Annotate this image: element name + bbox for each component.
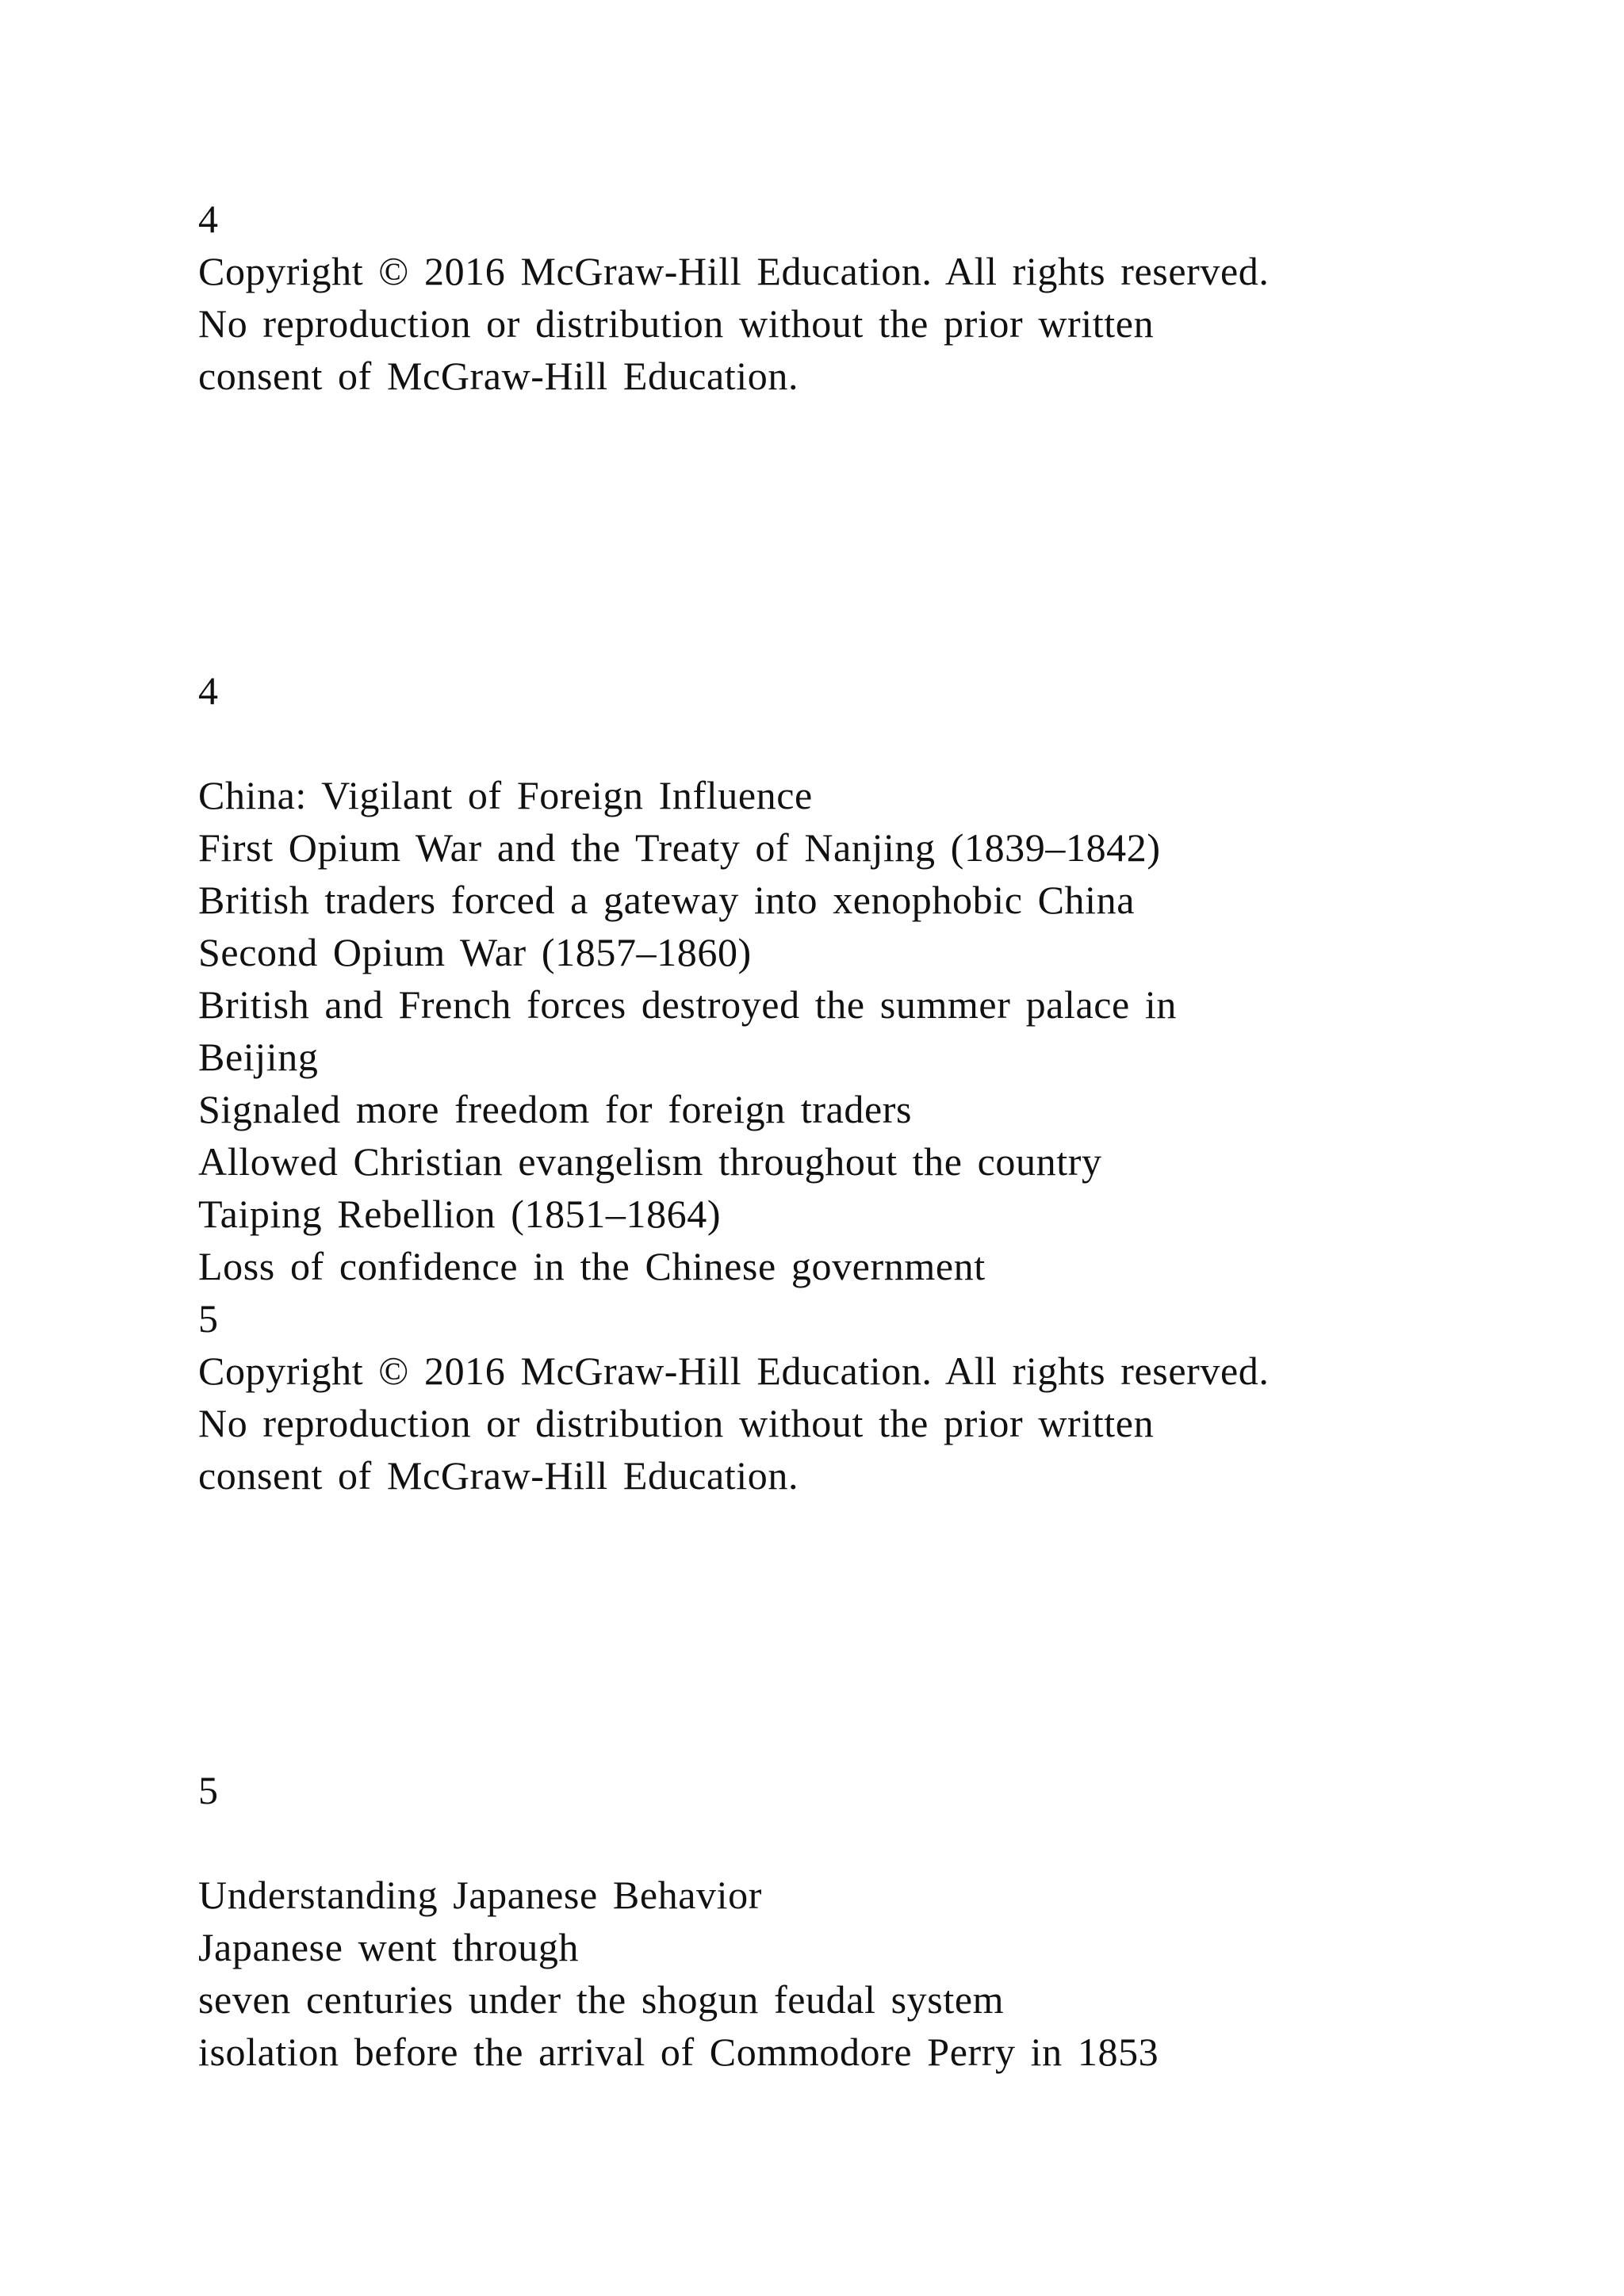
page-number: 4 (198, 197, 219, 241)
slide-title: China: Vigilant of Foreign Influence (198, 773, 813, 817)
copyright-line: consent of McGraw-Hill Education. (198, 1453, 799, 1498)
body-line: Loss of confidence in the Chinese government (198, 1244, 986, 1288)
body-line: British and French forces destroyed the summer palace in (198, 982, 1178, 1027)
copyright-line: Copyright © 2016 McGraw-Hill Education. All rights reserved. (198, 1349, 1270, 1393)
copyright-line: consent of McGraw-Hill Education. (198, 354, 799, 398)
copyright-line: No reproduction or distribution without the prior written (198, 301, 1155, 346)
body-line: Beijing (198, 1035, 319, 1079)
body-line: Signaled more freedom for foreign traders (198, 1087, 913, 1131)
body-line: Taiping Rebellion (1851–1864) (198, 1192, 722, 1236)
body-line: Second Opium War (1857–1860) (198, 930, 752, 974)
body-line: British traders forced a gateway into xenophobic China (198, 878, 1136, 922)
body-line: First Opium War and the Treaty of Nanjing (1839–1842) (198, 825, 1161, 870)
body-line: Japanese went through (198, 1925, 580, 1969)
copyright-line: Copyright © 2016 McGraw-Hill Education. All rights reserved. (198, 249, 1270, 293)
body-line: isolation before the arrival of Commodore Perry in 1853 (198, 2030, 1159, 2074)
slide-number: 4 (198, 668, 219, 713)
slide-number: 5 (198, 1768, 219, 1812)
slide-title: Understanding Japanese Behavior (198, 1873, 762, 1917)
body-line: seven centuries under the shogun feudal system (198, 1977, 1005, 2022)
body-line: Allowed Christian evangelism throughout the country (198, 1139, 1102, 1184)
page-number: 5 (198, 1296, 219, 1341)
copyright-line: No reproduction or distribution without the prior written (198, 1401, 1155, 1445)
